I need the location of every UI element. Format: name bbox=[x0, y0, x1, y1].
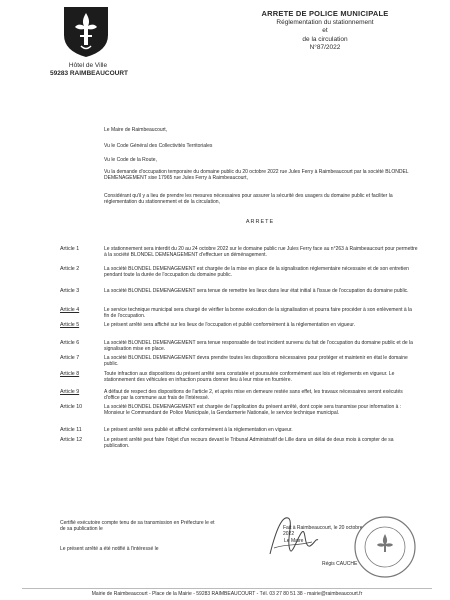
preamble-line: Le Maire de Raimbeaucourt, bbox=[104, 127, 168, 133]
document-subtitle-2: de la circulation bbox=[302, 35, 348, 43]
article-label: Article 4 bbox=[60, 307, 80, 313]
coat-of-arms-logo bbox=[62, 5, 110, 59]
preamble-line: Considérant qu'il y a lieu de prendre les mesures nécessaires pour assurer la sécurité des usagers du domaine public et faciliter la réglementation du stationnement et de la circulation, bbox=[104, 193, 393, 206]
official-stamp bbox=[352, 514, 418, 580]
article-label: Article 8 bbox=[60, 371, 80, 377]
document-conjunction: et bbox=[322, 27, 328, 34]
article-text: La société BLONDEL DEMENAGEMENT sera tenue responsable de tout incident survenu du fait de l'occupation du domaine public et de la signalisation mise en place. bbox=[104, 340, 413, 353]
city-postcode: 59283 RAIMBEAUCOURT bbox=[49, 70, 129, 77]
article-text: A défaut de respect des dispositions de l'article 2, et après mise en demeure restée sans effet, les travaux nécessaires seront exécutés d'office par la commune aux frais de l'intéressé. bbox=[104, 389, 403, 402]
article-text: La société BLONDEL DEMENAGEMENT est chargée de la mise en place de la signalisation réglementaire nécessaire et de son entretien pendant toute la durée de l'occupation du domaine public. bbox=[104, 266, 409, 279]
article-text: Toute infraction aux dispositions du présent arrêté sera constatée et poursuivie conformément aux lois et règlements en vigueur. Le stationnement des véhicules en infraction pourra donner lieu à leur mise en fourrière. bbox=[104, 371, 395, 384]
city-hall-label: Hôtel de Ville bbox=[68, 62, 108, 69]
page-footer: Mairie de Raimbeaucourt - Place de la Mairie - 59283 RAIMBEAUCOURT - Tél. 03 27 80 51 38 - mairie@raimbeaucourt.fr bbox=[22, 588, 432, 597]
article-label: Article 11 bbox=[60, 427, 82, 433]
article-text: Le stationnement sera interdit du 20 au 24 octobre 2022 sur le domaine public rue Jules Ferry face au n°263 à Raimbeaucourt pour permettre à la société BLONDEL DEMENAGEMENT d'effectuer un déménagement. bbox=[104, 246, 418, 259]
signature-place-date: Fait à Raimbeaucourt, le 20 octobre 2022 bbox=[283, 525, 363, 538]
article-label: Article 12 bbox=[60, 437, 83, 443]
article-label: Article 3 bbox=[60, 288, 80, 294]
article-label: Article 9 bbox=[60, 389, 80, 395]
document-title: ARRETE DE POLICE MUNICIPALE bbox=[261, 9, 389, 18]
article-label: Article 10 bbox=[60, 404, 83, 410]
preamble-line: Vu le Code Général des Collectivités Territoriales bbox=[104, 143, 213, 149]
signatory-name: Régis CAUCHE bbox=[322, 561, 358, 567]
document-number: N°87/2022 bbox=[309, 44, 341, 51]
article-label: Article 7 bbox=[60, 355, 80, 361]
article-text: Le service technique municipal sera chargé de vérifier la bonne exécution de la signalisation et pourra faire procéder à son enlèvement à la fin de l'occupation. bbox=[104, 307, 412, 320]
article-text: La société BLONDEL DEMENAGEMENT est chargée de l'application du présent arrêté, dont copie sera transmise pour information à : Monsieur le Commandant de Police Municipale, la Gendarmerie Nationale, le service technique municipal. bbox=[104, 404, 402, 417]
article-text: Le présent arrêté peut faire l'objet d'un recours devant le Tribunal Administratif de Lille dans un délai de deux mois à compter de sa publication. bbox=[104, 437, 394, 450]
document-subtitle: Réglementation du stationnement bbox=[276, 18, 374, 26]
article-label: Article 1 bbox=[60, 246, 80, 252]
preamble-line: Vu le Code de la Route, bbox=[104, 157, 157, 163]
arrete-heading: ARRETE bbox=[245, 219, 275, 225]
executory-note: Certifié exécutoire compte tenu de sa transmission en Préfecture le et de sa publication le bbox=[60, 520, 215, 533]
article-text: La société BLONDEL DEMENAGEMENT sera tenue de remettre les lieux dans leur état initial à l'issue de l'occupation du domaine public. bbox=[104, 288, 409, 294]
signatory-title: Le Maire bbox=[284, 538, 304, 544]
article-text: Le présent arrêté sera publié et affiché conformément à la réglementation en vigueur. bbox=[104, 427, 293, 433]
article-text: Le présent arrêté sera affiché sur les lieux de l'occupation et publié conformément à la réglementation en vigueur. bbox=[104, 322, 356, 328]
article-label: Article 5 bbox=[60, 322, 80, 328]
preamble-line: Vu la demande d'occupation temporaire du domaine public du 20 octobre 2022 rue Jules Ferry à Raimbeaucourt par la société BLONDEL DEMENAGEMENT sise 17965 rue Jules Ferry à Raimbeaucourt, bbox=[104, 169, 409, 182]
article-text: La société BLONDEL DEMENAGEMENT devra prendre toutes les dispositions nécessaires pour protéger et maintenir en état le domaine public. bbox=[104, 355, 408, 368]
article-label: Article 6 bbox=[60, 340, 80, 346]
notification-note: Le présent arrêté a été notifié à l'intéressé le bbox=[60, 546, 159, 552]
document-header bbox=[240, 10, 410, 53]
article-label: Article 2 bbox=[60, 266, 80, 272]
